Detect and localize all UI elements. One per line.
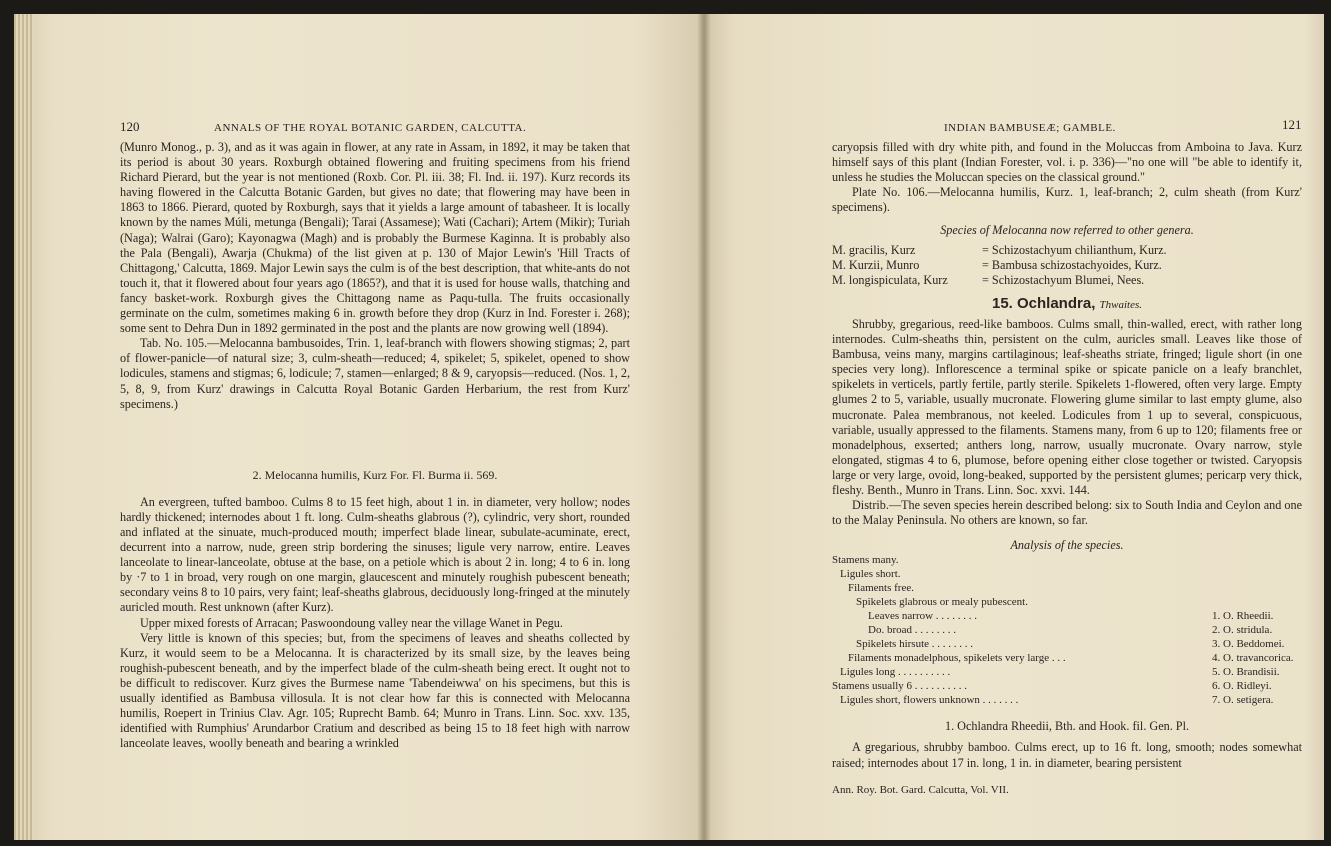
plate-caption: Tab. No. 105.—Melocanna bambusoides, Trin. 1, leaf-branch with flowers showing stigmas; 2, part of flower-panicle—of natural size; 3, culm-sheath—reduced; 4, spikelet; 5, spikelet, opened to show lodicules, stamens and stigmas; 6, lodicule; 7, stamen—enlarged; 8 & 9, caryopsis—reduced. (Nos. 1, 2, 5, 8, 9, from Kurz' drawings in Calcutta Royal Botanic Garden Herbarium, the rest from Kurz' specimens.): [120, 336, 630, 411]
key-row: Spikelets hirsute . . . . . . . . 3. O. Beddomei.: [856, 638, 1285, 651]
paragraph: An evergreen, tufted bamboo. Culms 8 to 15 feet high, about 1 in. in diameter, very hollow; nodes hardly thickened; internodes about 1 ft. long. Culm-sheaths glabrous (?), cylindric, very short, rounded and inflated at the sinuate, much-produced mouth; imperfect blade linear, subulate-acuminate, erect, decurrent into a narrow, nude, green strip bordering the sinuses; ligule very narrow, entire. Leaves lanceolate to linear-lanceolate, obtuse at the base, on a petiole which is about 2 in. long; 4 to 6 in. long by ·7 to 1 in broad, very rough on one margin, glaucescent and minutely roughish pubescent beneath; secondary veins 8 to 10 pairs, very faint; leaf-sheaths glabrous, deciduously long-fringed at the minutely auricled mouth. Rest unknown (after Kurz).: [120, 494, 630, 615]
paragraph: (Munro Monog., p. 3), and as it was again in flower, at any rate in Assam, in 1892, it may be taken that its period is about 30 years. Roxburgh obtained flowering and fruiting specimens from his friend Richard Pierard, but the year is not mentioned (Roxb. Cor. Pl. iii. 38; Fl. Ind. ii. 197). Kurz records its having flowered in the Calcutta Botanic Garden, but gives no date; that flowering may have been in 1863 to 1866. Pierard, quoted by Roxburgh, says that it yields a large amount of tabasheer. It is locally known by the names Múli, metunga (Bengali); Tarai (Assamese); Wati (Cachari); Artem (Mikir); Turiah (Naga); Walrai (Garo); Kayonagwa (Magh) and is probably the Burmese Kaginna. It is probably also the Pala (Bengali), Awarja (Chukma) of the list given at p. 130 of Major Lewin's 'Hill Tracts of Chittagong,' Calcutta, 1869. Major Lewin says the culm is of the best description, that white-ants do not touch it, that it flowered about four years ago (1865?), and that it is used for house walls, thatching and fancy basket-work. Roxburgh gives the Chittagong name as Paqu-tulla. The fruits occasionally germinate on the culm, sometimes making 6 in. growth before they drop (Kurz in Ind. Forester i. 268); some sent to Dehra Dun in 1892 germinated in the post and the plants are now growing well (1894).: [120, 140, 630, 336]
synonym-row: M. longispiculata, Kurz = Schizostachyum Blumei, Nees.: [832, 272, 1145, 287]
key-row: Leaves narrow . . . . . . . . 1. O. Rheedii.: [868, 610, 1274, 623]
running-head: ANNALS OF THE ROYAL BOTANIC GARDEN, CALCUTTA.: [214, 122, 527, 134]
right-body: [832, 140, 1302, 798]
paragraph: Upper mixed forests of Arracan; Paswoondoung valley near the village Wanet in Pegu.: [140, 615, 563, 630]
paragraph: caryopsis filled with dry white pith, and found in the Moluccas from Amboina to Java. Kurz himself says of this plant (Indian Forester, vol. i. p. 336)—"no one will "be able to identify it, unless he studies the Moluccan species on the classical ground.": [832, 140, 1302, 185]
paragraph: Shrubby, gregarious, reed-like bamboos. Culms small, thin-walled, erect, with rather long internodes. Culm-sheaths thin, persistent on the culm, auricles small. Leaves like those of Bambusa, veins many, margins cartilaginous; leaf-sheaths striate, fringed; ligule short (in one species very long). Inflorescence a terminal spike or spicate panicle on a leafy branchlet, spikelets in verticels, partly fertile, partly sterile. Spikelets 1-flowered, often very large. Empty glumes 2 to 5, variable, usually mucronate. Flowering glume similar to last empty glume, also mucronate. Palea membranous, not keeled. Lodicules from 1 up to several, conspicuous, variable, usually appressed to the filaments. Stamens many, from 6 up to 120; filaments free or monadelphous, exserted; anthers long, narrow, usually mucronate. Ovary narrow, style elongated, stigmas 4 to 6, plumose, before opening either close together or twisted. Caryopsis large or very large, ovoid, long-beaked, supported by the persistent glumes; pericarp very thick, fleshy. Benth., Munro in Trans. Linn. Soc. xxvi. 144.: [832, 316, 1302, 497]
plate-caption: Plate No. 106.—Melocanna humilis, Kurz. 1, leaf-branch; 2, culm sheath (from Kurz' specimens).: [832, 185, 1302, 215]
species-entry: 1. Ochlandra Rheedii, Bth. and Hook. fil. Gen. Pl.: [944, 719, 1190, 734]
key-row: Stamens usually 6 . . . . . . . . . . 6. O. Ridleyi.: [832, 680, 1272, 693]
section-heading: 2. Melocanna humilis, Kurz For. Fl. Burma ii. 569.: [252, 467, 498, 482]
species-heading: Species of Melocanna now referred to other genera.: [940, 223, 1194, 238]
key-row: Spikelets glabrous or mealy pubescent.: [856, 596, 1028, 609]
key-row: Filaments free.: [848, 582, 914, 595]
synonym-row: M. gracilis, Kurz = Schizostachyum chilianthum, Kurz.: [832, 242, 1167, 257]
page-footer: Ann. Roy. Bot. Gard. Calcutta, Vol. VII.: [832, 783, 1009, 796]
paragraph: Distrib.—The seven species herein described belong: six to South India and Ceylon and one to the Malay Peninsula. No others are known, so far.: [832, 498, 1302, 528]
key-row: Ligules short, flowers unknown . . . . . . . 7. O. setigera.: [840, 694, 1274, 707]
left-page: [14, 14, 704, 840]
analysis-heading: Analysis of the species.: [1010, 538, 1124, 553]
book-spread: [14, 14, 1324, 840]
left-body: [120, 140, 630, 751]
key-row: Stamens many.: [832, 554, 899, 567]
page-number: 120: [120, 119, 140, 134]
key-row: Do. broad . . . . . . . . 2. O. stridula.: [868, 624, 1273, 637]
page-number: 121: [1282, 117, 1302, 132]
key-row: Ligules short.: [840, 568, 901, 581]
key-row: Ligules long . . . . . . . . . . 5. O. Brandisii.: [840, 666, 1280, 679]
paragraph: Very little is known of this species; but, from the specimens of leaves and sheaths collected by Kurz, it would seem to be a Melocanna. It is characterized by its small size, by the leaves being roughish-pubescent beneath, and by the imperfect blade of the culm-sheath being erect. It ought not to be difficult to rediscover. Kurz gives the Burmese name 'Tabendeiwwa' on his specimens, but this is usually identified as Bambusa villosula. It is not clear how far this is connected with Melocanna humilis, Roepert in Trinius Clav. Agr. 105; Ruprecht Bamb. 64; Munro in Trans. Linn. Soc. xxv. 135, identified with Rumphius' Arundarbor Cratium and described as being 15 to 18 feet high with narrow lanceolate leaves, woolly beneath and bearing a wrinkled: [120, 630, 630, 751]
species-key: [832, 553, 1302, 707]
synonym-row: M. Kurzii, Munro = Bambusa schizostachyoides, Kurz.: [832, 257, 1162, 272]
key-row: Filaments monadelphous, spikelets very large . . . 4. O. travancorica.: [848, 652, 1294, 665]
running-head: INDIAN BAMBUSEÆ; GAMBLE.: [944, 122, 1116, 134]
genus-heading: 15. Ochlandra, Thwaites.: [991, 294, 1143, 312]
right-page: [704, 14, 1324, 840]
book-gutter: [697, 14, 711, 840]
paragraph: A gregarious, shrubby bamboo. Culms erect, up to 16 ft. long, smooth; nodes somewhat raised; internodes about 17 in. long, 1 in. in diameter, bearing persistent: [832, 740, 1302, 770]
page-edge: [14, 14, 34, 840]
